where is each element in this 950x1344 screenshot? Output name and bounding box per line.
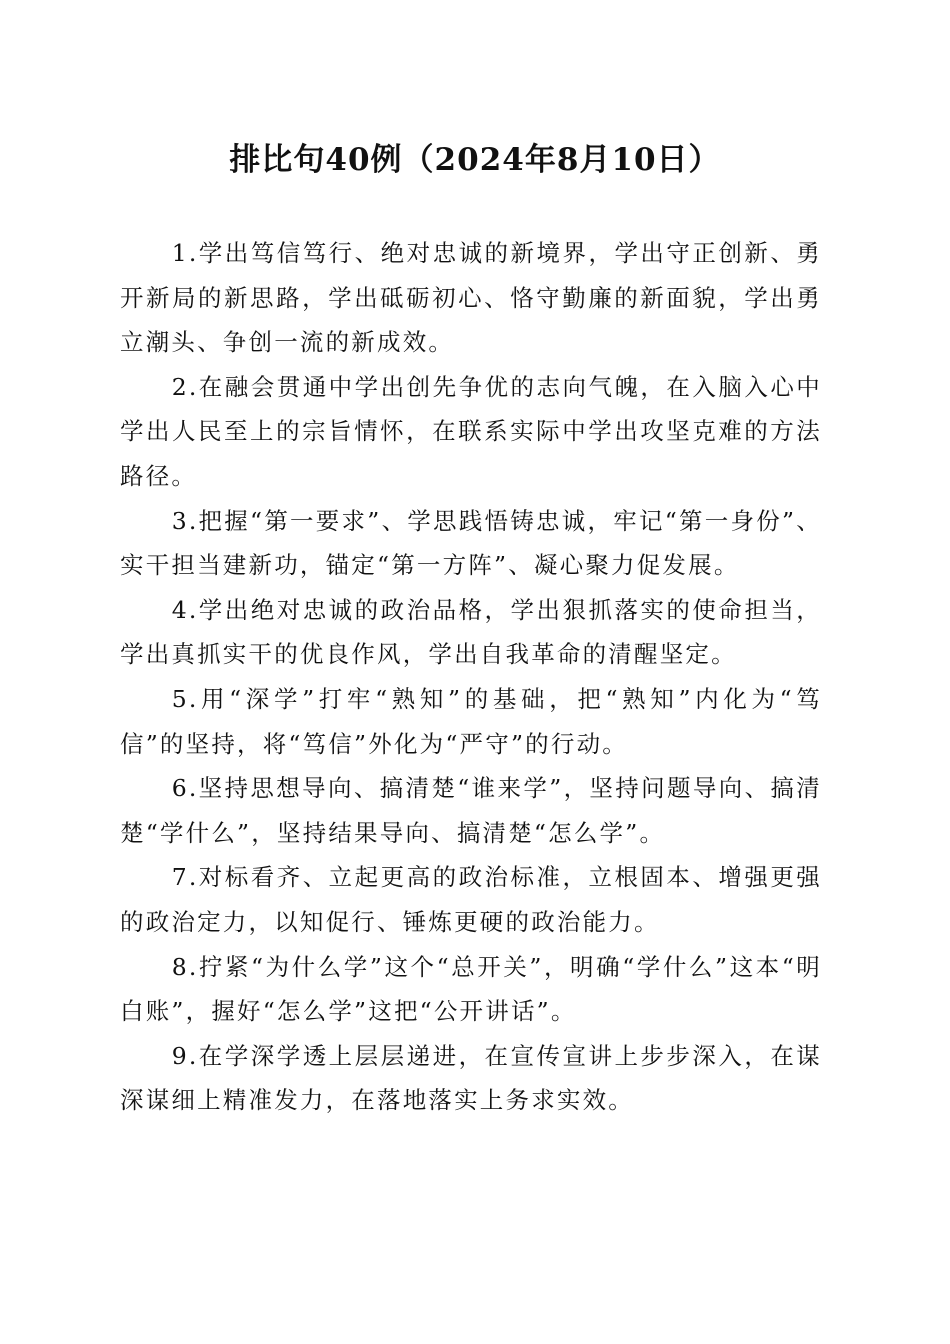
paragraph-5: 5.用“深学”打牢“熟知”的基础，把“熟知”内化为“笃信”的坚持，将“笃信”外化为“严守”的行动。: [120, 684, 822, 758]
paragraph-3: 3.把握“第一要求”、学思践悟铸忠诚，牢记“第一身份”、实干担当建新功，锚定“第一方阵”、凝心聚力促发展。: [120, 506, 822, 580]
paragraph-6: 6.坚持思想导向、搞清楚“谁来学”，坚持问题导向、搞清楚“学什么”，坚持结果导向、搞清楚“怎么学”。: [120, 774, 822, 847]
document-body: [120, 231, 822, 1123]
paragraph-4: 4.学出绝对忠诚的政治品格，学出狠抓落实的使命担当，学出真抓实干的优良作风，学出自我革命的清醒坚定。: [120, 595, 822, 669]
paragraph-8: 8.拧紧“为什么学”这个“总开关”，明确“学什么”这本“明白账”，握好“怎么学”这把“公开讲话”。: [120, 952, 822, 1026]
paragraph-7: 7.对标看齐、立起更高的政治标准，立根固本、增强更强的政治定力，以知促行、锤炼更硬的政治能力。: [120, 863, 822, 936]
document-title: 排比句40例（2024年8月10日）: [229, 142, 721, 178]
paragraph-2: 2.在融会贯通中学出创先争优的志向气魄，在入脑入心中学出人民至上的宗旨情怀，在联系实际中学出攻坚克难的方法路径。: [120, 372, 822, 490]
paragraph-9: 9.在学深学透上层层递进，在宣传宣讲上步步深入，在谋深谋细上精准发力，在落地落实上务求实效。: [120, 1041, 822, 1115]
paragraph-1: 1.学出笃信笃行、绝对忠诚的新境界，学出守正创新、勇开新局的新思路，学出砥砺初心、恪守勤廉的新面貌，学出勇立潮头、争创一流的新成效。: [120, 239, 822, 357]
